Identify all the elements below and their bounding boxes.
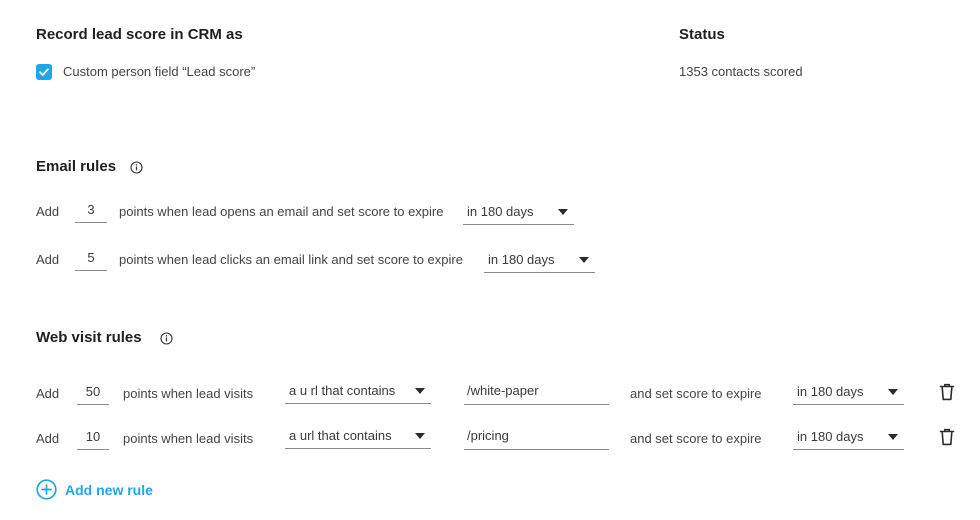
expire-label: and set score to expire [630,431,762,446]
points-input[interactable] [77,429,109,450]
caret-down-icon [415,388,425,394]
check-icon [38,66,50,78]
email-rules-heading: Email rules [36,158,117,175]
trash-icon[interactable] [939,383,955,401]
rule-description: points when lead visits [123,431,254,446]
caret-down-icon [415,433,425,439]
expire-select-value: in 180 days [797,429,864,444]
condition-select[interactable] [285,428,431,449]
rule-description: points when lead opens an email and set score to expire [119,204,444,219]
expire-select-value: in 180 days [467,204,534,219]
add-label: Add [36,204,60,219]
caret-down-icon [888,389,898,395]
points-input[interactable] [75,202,107,223]
condition-select[interactable] [285,383,431,404]
caret-down-icon [888,434,898,440]
info-icon[interactable] [130,161,143,174]
trash-icon[interactable] [939,428,955,446]
expire-select[interactable] [484,252,595,273]
add-new-rule-button[interactable] [36,479,153,500]
web-rules-heading: Web visit rules [36,329,142,346]
add-label: Add [36,252,60,267]
lead-score-checkbox[interactable] [36,64,52,80]
condition-select-value: a u rl that contains [289,383,396,398]
expire-select[interactable] [463,204,574,225]
expire-select[interactable] [793,429,904,450]
expire-select-value: in 180 days [797,384,864,399]
info-icon[interactable] [160,332,173,345]
caret-down-icon [579,257,589,263]
caret-down-icon [558,209,568,215]
expire-select-value: in 180 days [488,252,555,267]
add-label: Add [36,386,60,401]
rule-description: points when lead clicks an email link and set score to expire [119,252,463,267]
add-label: Add [36,431,60,446]
status-text: 1353 contacts scored [679,64,803,79]
crm-heading: Record lead score in CRM as [36,26,243,43]
points-input[interactable] [75,250,107,271]
url-value-input[interactable] [464,383,609,405]
status-heading: Status [679,26,725,43]
condition-select-value: a url that contains [289,428,392,443]
rule-description: points when lead visits [123,386,254,401]
expire-label: and set score to expire [630,386,762,401]
expire-select[interactable] [793,384,904,405]
points-input[interactable] [77,384,109,405]
url-value-input[interactable] [464,428,609,450]
lead-score-checkbox-label: Custom person field “Lead score” [63,64,256,79]
add-new-rule-label: Add new rule [65,481,153,498]
plus-circle-icon [36,479,57,500]
